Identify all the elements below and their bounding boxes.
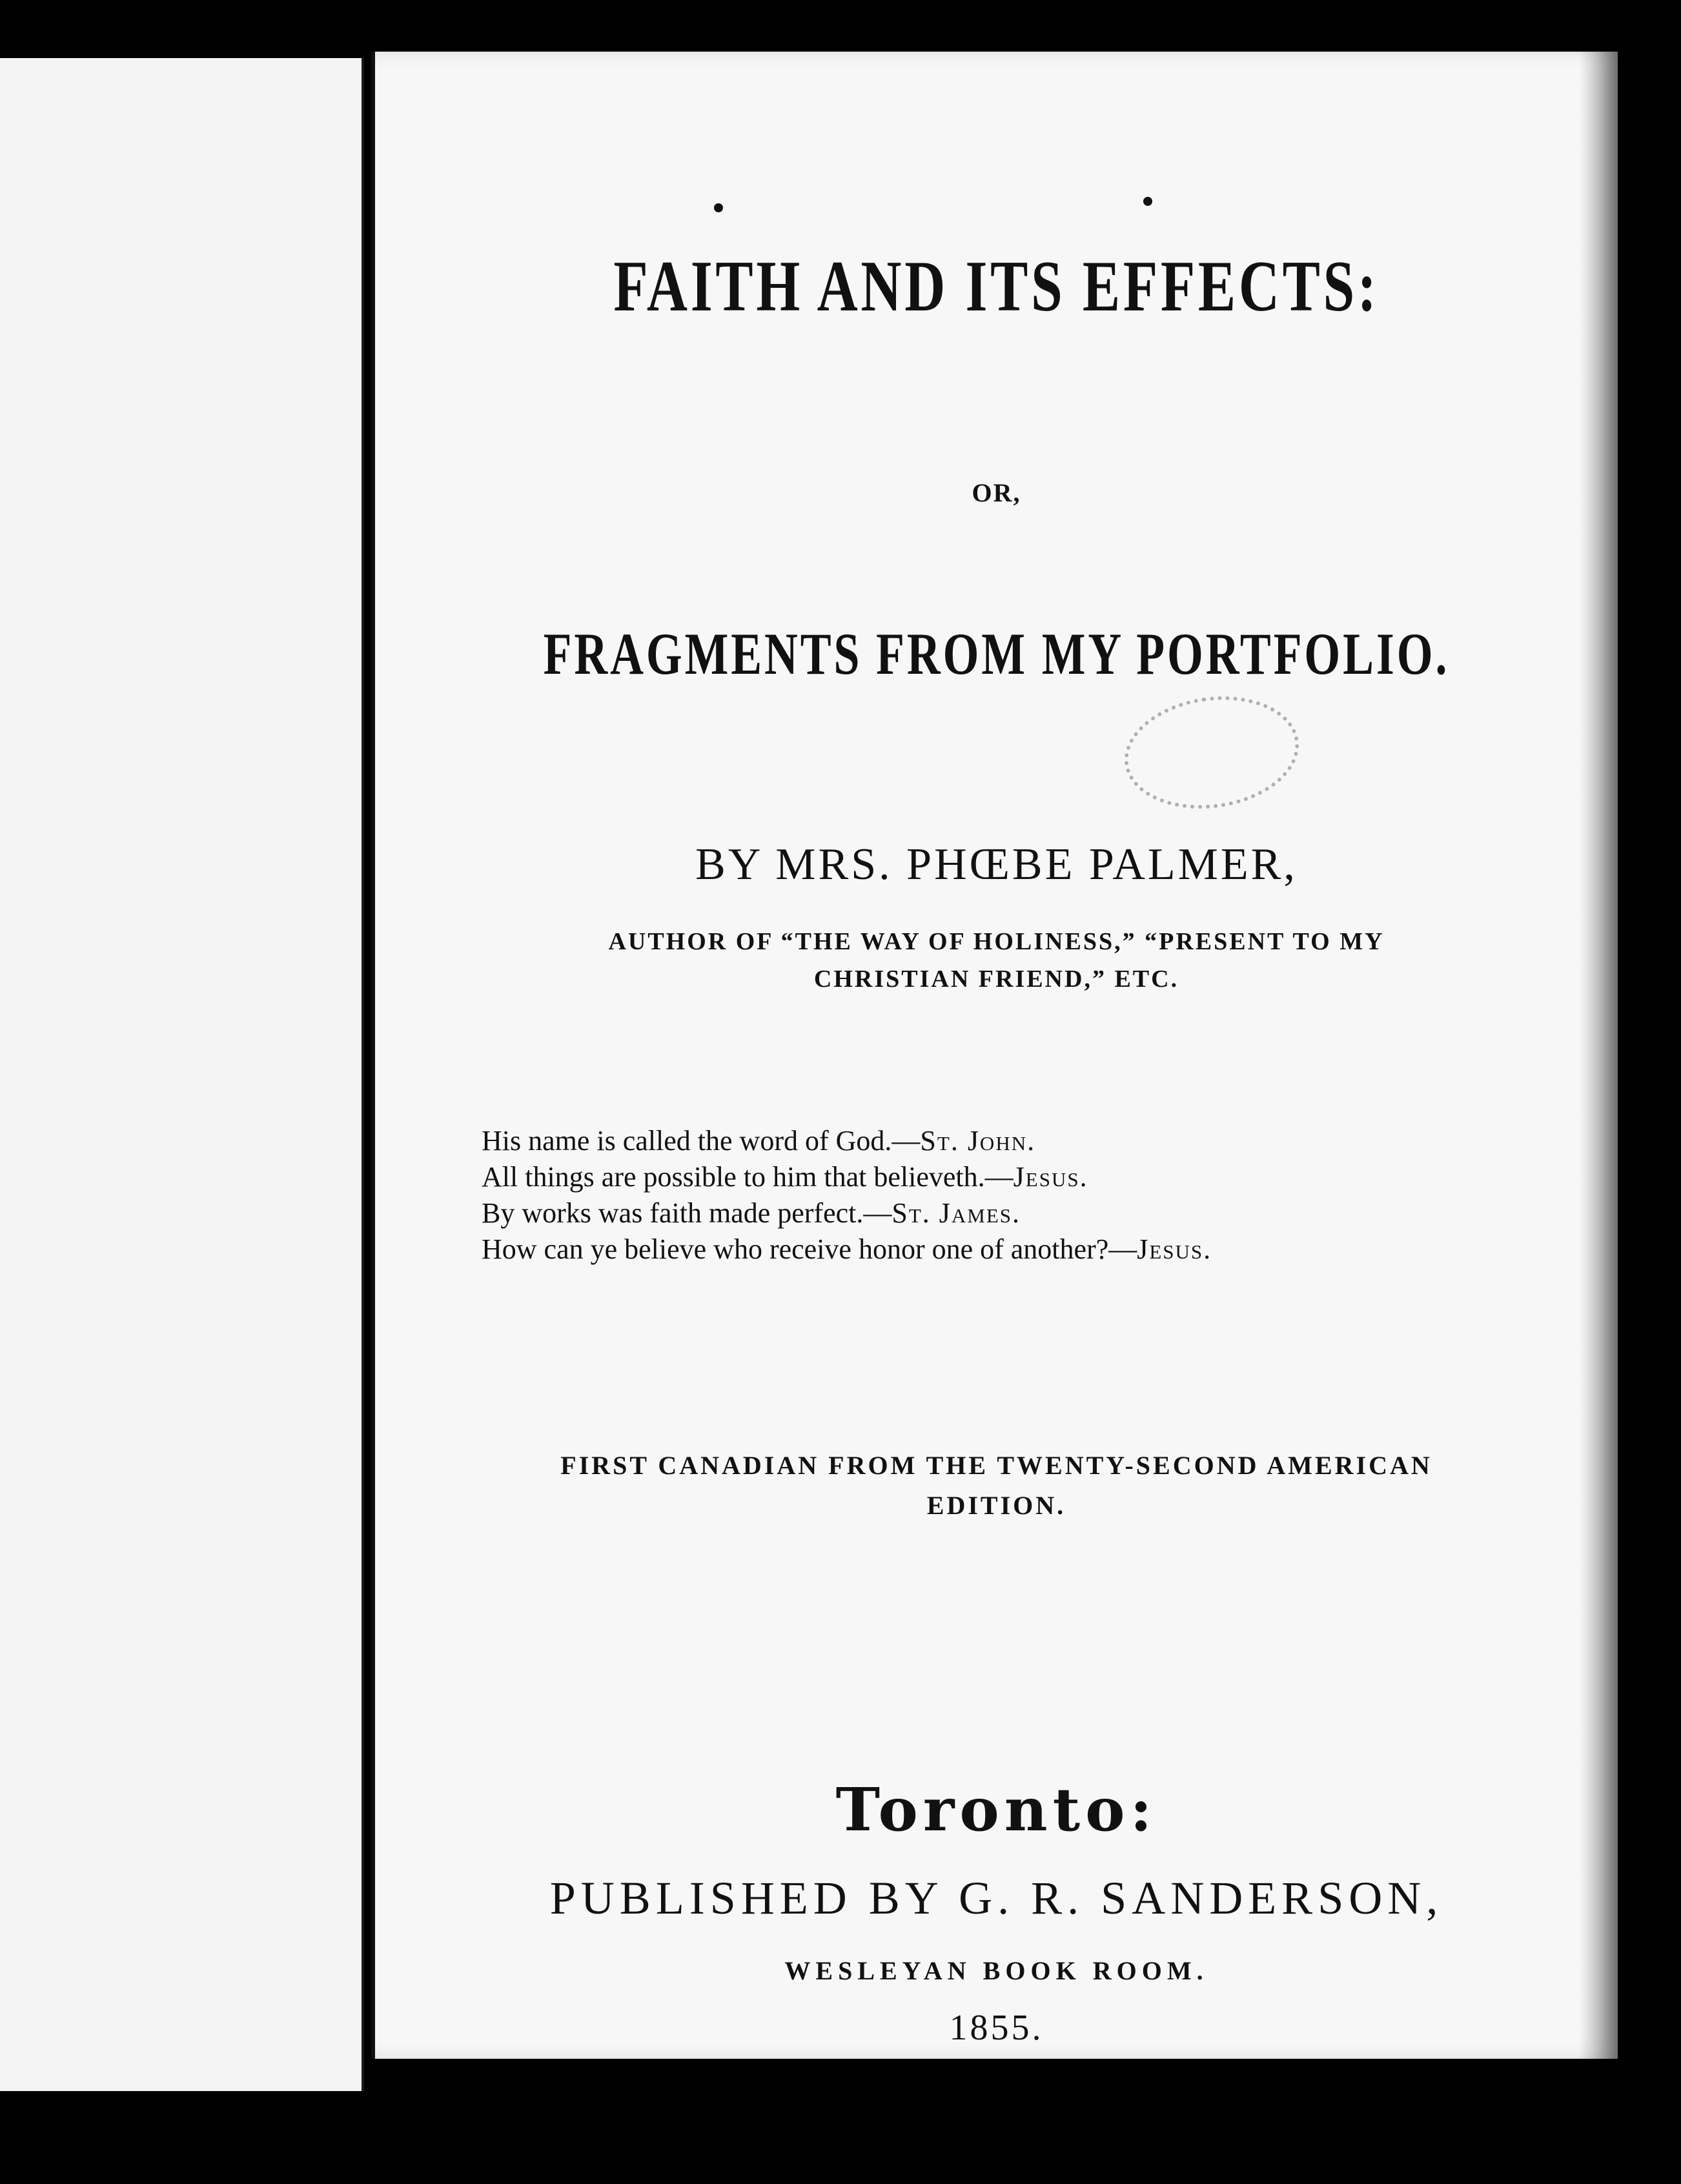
author-credits-line-2: CHRISTIAN FRIEND,” ETC. bbox=[813, 966, 1179, 993]
epigraph-attribution: Jesus. bbox=[1013, 1161, 1088, 1193]
imprint-publisher: PUBLISHED BY G. R. SANDERSON, bbox=[549, 1872, 1443, 1924]
epigraph-attribution: St. John. bbox=[920, 1125, 1036, 1157]
page-edge-shadow bbox=[1579, 52, 1618, 2059]
epigraph-block bbox=[482, 1123, 1579, 1268]
author-credits bbox=[375, 923, 1618, 998]
facing-page-blank bbox=[0, 58, 364, 2091]
epigraph-text: By works was faith made perfect.— bbox=[482, 1197, 892, 1229]
imprint-place: Toronto: bbox=[835, 1775, 1157, 1845]
epigraph-attribution: Jesus. bbox=[1137, 1233, 1212, 1265]
ink-speck bbox=[714, 203, 723, 212]
epigraph-line bbox=[482, 1123, 1579, 1159]
epigraph-text: All things are possible to him that believeth.— bbox=[482, 1161, 1014, 1193]
author-line: BY MRS. PHŒBE PALMER, bbox=[695, 840, 1298, 889]
edition-line-2: EDITION. bbox=[926, 1491, 1066, 1520]
epigraph-line bbox=[482, 1231, 1579, 1268]
book-title: FAITH AND ITS EFFECTS: bbox=[613, 247, 1380, 327]
edition-line-1: FIRST CANADIAN FROM THE TWENTY-SECOND AMERICAN bbox=[560, 1451, 1432, 1480]
epigraph-line bbox=[482, 1159, 1579, 1195]
epigraph-text: His name is called the word of God.— bbox=[482, 1125, 921, 1157]
ink-speck bbox=[1143, 197, 1152, 206]
title-page bbox=[371, 52, 1618, 2059]
book-subtitle: FRAGMENTS FROM MY PORTFOLIO. bbox=[543, 621, 1450, 687]
title-connector: OR, bbox=[972, 478, 1021, 507]
author-credits-line-1: AUTHOR OF “THE WAY OF HOLINESS,” “PRESENT TO MY bbox=[608, 928, 1385, 955]
epigraph-text: How can ye believe who receive honor one of another?— bbox=[482, 1233, 1137, 1265]
epigraph-attribution: St. James. bbox=[891, 1197, 1021, 1229]
edition-statement bbox=[375, 1446, 1618, 1526]
epigraph-line bbox=[482, 1195, 1579, 1231]
imprint-room: WESLEYAN BOOK ROOM. bbox=[784, 1956, 1208, 1985]
library-stamp bbox=[1117, 685, 1306, 820]
imprint-year: 1855. bbox=[949, 2008, 1044, 2048]
